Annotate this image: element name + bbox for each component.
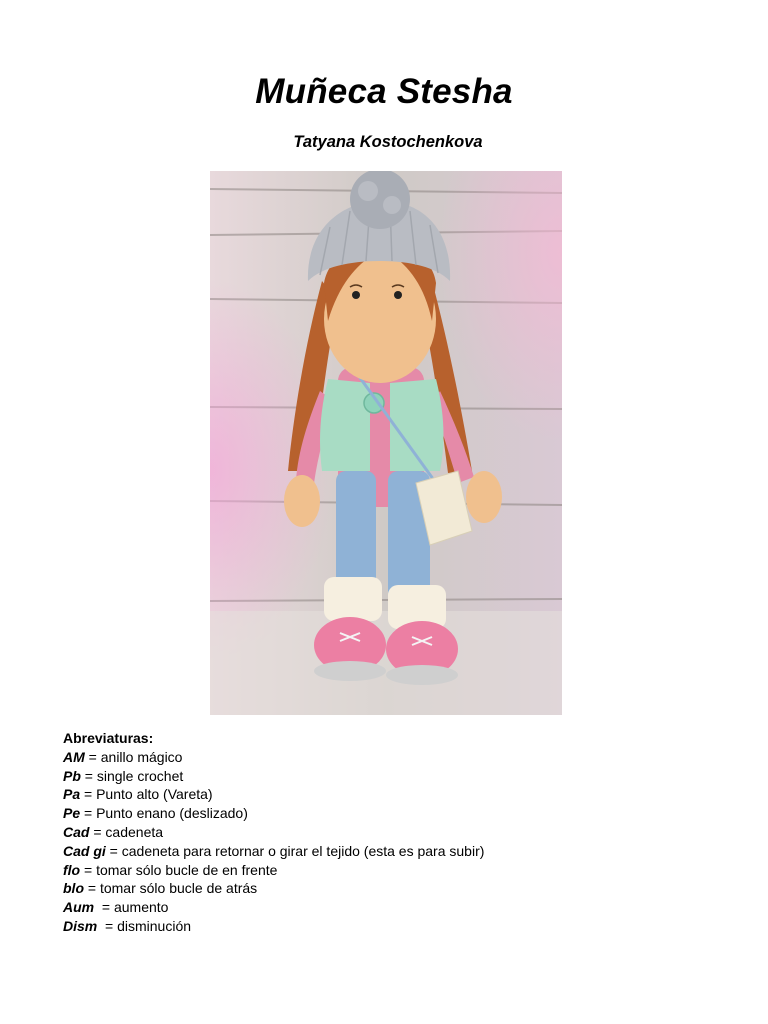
abbreviation-key: Dism [63, 917, 98, 934]
abbreviations-section [63, 729, 723, 936]
doll-pompom [350, 171, 410, 229]
abbreviation-item: flo = tomar sólo bucle de en frente [63, 861, 278, 878]
abbreviation-item: AM = anillo mágico [63, 748, 183, 765]
abbreviation-value: tomar sólo bucle de atrás [99, 880, 258, 897]
abbreviation-key: Pe [63, 805, 81, 822]
abbreviation-key: Cad gi [63, 842, 106, 859]
abbreviation-item: Cad = cadeneta [63, 823, 164, 840]
abbreviation-value: aumento [113, 899, 169, 916]
abbreviation-value: Punto alto (Vareta) [96, 786, 213, 803]
abbreviation-item: Pa = Punto alto (Vareta) [63, 786, 213, 803]
abbreviation-key: Pb [63, 767, 81, 784]
abbreviation-item: Dism = disminución [63, 917, 192, 934]
author-name: Tatyana Kostochenkova [293, 133, 483, 151]
abbreviation-value: single crochet [96, 767, 184, 784]
abbreviation-value: cadeneta [105, 823, 164, 840]
abbreviation-key: Cad [63, 823, 90, 840]
abbreviation-value: cadeneta para retornar o girar el tejido (esta es para subir) [121, 842, 485, 859]
abbreviation-key: flo [63, 861, 81, 878]
abbreviation-value: anillo mágico [100, 748, 183, 765]
abbreviation-key: blo [63, 880, 84, 897]
abbreviation-value: Punto enano (deslizado) [96, 805, 248, 822]
abbreviation-item: Pb = single crochet [63, 767, 184, 784]
doll-left-cuff [324, 577, 382, 621]
abbreviation-key: Pa [63, 786, 81, 803]
abbreviations-heading: Abreviaturas: [63, 730, 154, 746]
abbreviation-key: Aum [63, 899, 95, 916]
doll-vest [320, 379, 370, 471]
abbreviation-item: blo = tomar sólo bucle de atrás [63, 880, 258, 897]
abbreviation-item: Aum = aumento [63, 899, 169, 916]
abbreviation-value: tomar sólo bucle de en frente [96, 861, 278, 878]
abbreviation-key: AM [63, 748, 85, 765]
abbreviation-item: Pe = Punto enano (deslizado) [63, 805, 248, 822]
doll-photo [210, 171, 562, 715]
abbreviation-item: Cad gi = cadeneta para retornar o girar el tejido (esta es para subir) [63, 842, 485, 859]
abbreviation-value: disminución [117, 917, 192, 934]
document-title: Muñeca Stesha [255, 72, 513, 111]
